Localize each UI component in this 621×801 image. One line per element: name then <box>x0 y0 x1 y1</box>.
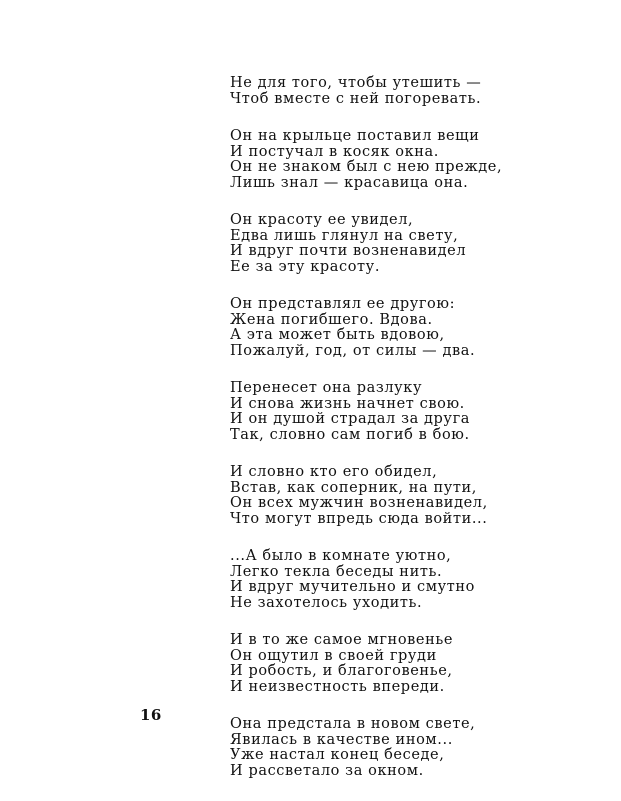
poem-text <box>230 76 530 801</box>
poem-line: А эта может быть вдовою, <box>230 327 445 343</box>
stanza <box>230 129 530 191</box>
poem-line: Не захотелось уходить. <box>230 594 423 611</box>
poem-line: Легко текла беседы нить. <box>230 563 443 580</box>
poem-line: Ее за эту красоту. <box>230 258 381 275</box>
poem-line: Он не знаком был с нею прежде, <box>230 159 503 175</box>
poem-line: И снова жизнь начнет свою. <box>230 395 465 412</box>
poem-line: ...А было в комнате уютно, <box>230 548 452 564</box>
poem-line: И постучал в косяк окна. <box>230 143 439 160</box>
poem-line: Он всех мужчин возненавидел, <box>230 495 488 511</box>
poem-line: И робость, и благоговенье, <box>230 663 453 679</box>
poem-line: И словно кто его обидел, <box>230 464 438 480</box>
poem-line: Он красоту ее увидел, <box>230 212 414 228</box>
poem-line: Что могут впредь сюда войти... <box>230 510 488 527</box>
poem-line: Лишь знал — красавица она. <box>230 174 469 191</box>
poem-line: Встав, как соперник, на пути, <box>230 479 477 496</box>
poem-line: И он душой страдал за друга <box>230 411 471 427</box>
stanza <box>230 717 530 779</box>
poem-line: Пожалуй, год, от силы — два. <box>230 342 476 359</box>
stanza <box>230 633 530 695</box>
stanza <box>230 297 530 359</box>
poem-line: И вдруг почти возненавидел <box>230 243 467 259</box>
stanza <box>230 76 530 107</box>
poem-line: Жена погибшего. Вдова. <box>230 311 433 328</box>
poem-line: Уже настал конец беседе, <box>230 747 445 763</box>
poem-line: Он представлял ее другою: <box>230 296 456 312</box>
poem-line: Не для того, чтобы утешить — <box>230 75 482 91</box>
poem-line: И в то же самое мгновенье <box>230 632 454 648</box>
poem-line: Она предстала в новом свете, <box>230 716 476 732</box>
poem-line: Явилась в качестве ином... <box>230 731 453 748</box>
poem-line: И вдруг мучительно и смутно <box>230 579 475 595</box>
poem-line: Так, словно сам погиб в бою. <box>230 426 470 443</box>
poem-line: И рассветало за окном. <box>230 762 424 779</box>
stanza <box>230 549 530 611</box>
poem-line: Чтоб вместе с ней погоревать. <box>230 90 482 107</box>
stanza <box>230 381 530 443</box>
stanza <box>230 213 530 275</box>
stanza <box>230 465 530 527</box>
poem-line: И неизвестность впереди. <box>230 678 445 695</box>
poem-line: Он на крыльце поставил вещи <box>230 128 480 144</box>
poem-line: Перенесет она разлуку <box>230 380 423 396</box>
poem-line: Он ощутил в своей груди <box>230 647 437 664</box>
poem-line: Едва лишь глянул на свету, <box>230 227 459 244</box>
page-number: 16 <box>140 706 162 724</box>
